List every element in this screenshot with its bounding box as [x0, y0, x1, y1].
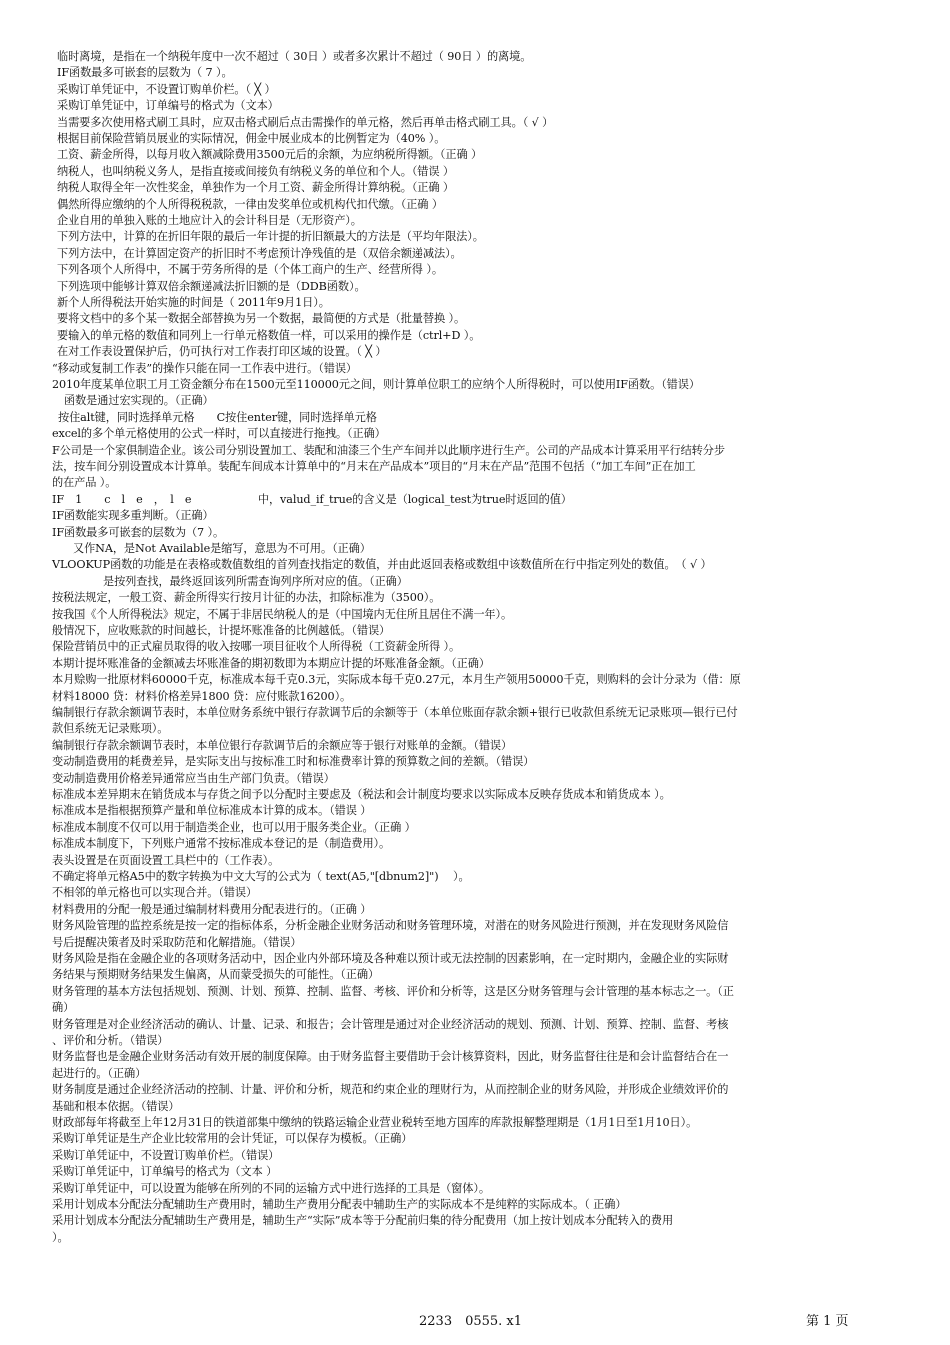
text-line: 企业自用的单独入账的土地应计入的会计科目是（无形资产）。 [57, 214, 362, 227]
text-line: 变动制造费用的耗费差异，是实际支出与按标准工时和标准费率计算的预算数之间的差额。（错误） [52, 755, 535, 769]
text-line: 编制银行存款余额调节表时，本单位银行存款调节后的余额应等于银行对账单的金额。（错误） [52, 738, 513, 752]
text-line: 下列方法中，计算的在折旧年限的最后一年计提的折旧额最大的方法是（平均年限法）。 [57, 230, 484, 244]
text-line: 不相邻的单元格也可以实现合并。（错误） [52, 886, 258, 900]
text-line: IF函数最多可嵌套的层数为（ 7 ）。 [57, 66, 233, 80]
text-line: IF 1 c l e ， l e 中，valud_if_true的含义是（logical_test为true时返回的值） [52, 492, 572, 506]
text-line: 财务风险是指在金融企业的各项财务活动中，因企业内外部环境及各种难以预计或无法控制的因素影响，在一定时期内，金融企业的实际财 [52, 952, 729, 965]
text-line: 标准成本制度下，下列账户通常不按标准成本登记的是（制造费用）。 [52, 837, 391, 851]
text-line: 法，按车间分别设置成本计算单。装配车间成本计算单中的“月末在产品成本”项目的“月末在产品”范围不包括（“加工车间”正在加工 [52, 460, 696, 473]
text-line: 、评价和分析。（错误） [52, 1034, 169, 1047]
text-line: 采购订单凭证中，订单编号的格式为（文本 ） [52, 1165, 278, 1179]
text-line: 表头设置是在页面设置工具栏中的（工作表）。 [52, 853, 280, 867]
text-line: 保险营销员中的正式雇员取得的收入按哪一项目征收个人所得税（工资薪金所得 ）。 [52, 640, 461, 654]
text-line: 材料费用的分配一般是通过编制材料费用分配表进行的。（正确 ） [52, 902, 372, 916]
text-line: 偶然所得应缴纳的个人所得税税款，一律由发奖单位或机构代扣代缴。（正确 ） [57, 197, 443, 211]
text-line: 在对工作表设置保护后，仍可执行对工作表打印区域的设置。（ ╳ ） [57, 345, 387, 359]
text-line: 采购订单凭证中，订单编号的格式为（文本） [57, 99, 279, 113]
text-line: 材料18000 贷：材料价格差异1800 贷：应付账款16200）。 [52, 689, 352, 703]
text-line: 按我国《个人所得税法》规定，不属于非居民纳税人的是（中国境内无住所且居住不满一年）。 [52, 607, 513, 621]
text-line: 下列选项中能够计算双倍余额递减法折旧额的是（DDB函数）。 [57, 279, 366, 293]
text-line: 财务监督也是金融企业财务活动有效开展的制度保障。由于财务监督主要借助于会计核算资料，因此，财务监督往往是和会计监督结合在一 [52, 1050, 729, 1064]
text-line: 下列各项个人所得中，不属于劳务所得的是（个体工商户的生产、经营所得 ）。 [57, 263, 443, 277]
text-line: 不确定将单元格A5中的数字转换为中文大写的公式为（ text(A5,"[dbnum2]") ）。 [52, 870, 470, 883]
text-line: 纳税人取得全年一次性奖金，单独作为一个月工资、薪金所得计算纳税。（正确 ） [57, 181, 455, 195]
text-line: 确） [52, 1001, 75, 1015]
text-line: 当需要多次使用格式刷工具时，应双击格式刷后点击需操作的单元格，然后再单击格式刷工具。（ √ ） [57, 115, 554, 129]
text-line: 临时离境，是指在一个纳税年度中一次不超过（ 30日 ）或者多次累计不超过（ 90日 ）的离境。 [57, 50, 532, 63]
footer-code: 2233 0555. x1 [419, 1314, 523, 1329]
text-line: 按税法规定，一般工资、薪金所得实行按月计征的办法，扣除标准为（3500）。 [52, 591, 441, 605]
text-line: ）。 [52, 1230, 69, 1244]
text-line: “移动或复制工作表”的操作只能在同一工作表中进行。（错误） [52, 361, 358, 375]
text-line: 财政部每年将截至上年12月31日的铁道部集中缴纳的铁路运输企业营业税转至地方国库的库款报解整理期是（1月1日至1月10日）。 [52, 1116, 698, 1129]
text-line: 函数是通过宏实现的。（正确） [64, 394, 214, 408]
text-line: 根据目前保险营销员展业的实际情况，佣金中展业成本的比例暂定为（40% ）。 [57, 132, 446, 145]
text-line: 编制银行存款余额调节表时，本单位财务系统中银行存款调节后的余额等于（本单位账面存款余额+银行已收款但系统无记录账项—银行已付 [52, 706, 738, 719]
text-line: 财务制度是通过企业经济活动的控制、计量、评价和分析，规范和约束企业的理财行为，从而控制企业的财务风险，并形成企业绩效评价的 [52, 1083, 729, 1097]
text-line: 基础和根本依据。（错误） [52, 1099, 180, 1113]
text-line: 财务风险管理的监控系统是按一定的指标体系，分析金融企业财务活动和财务管理环境，对潜在的财务风险进行预测，并在发现财务风险信 [52, 919, 729, 933]
text-line: 财务管理的基本方法包括规划、预测、计划、预算、控制、监督、考核、评价和分析等，这是区分财务管理与会计管理的基本标志之一。（正 [52, 984, 734, 998]
text-line: 本月赊购一批原材料60000千克，标准成本每千克0.3元，实际成本每千克0.27元，本月生产领用50000千克，则购料的会计分录为（借：原 [52, 673, 741, 687]
text-line: 纳税人，也叫纳税义务人，是指直接或间接负有纳税义务的单位和个人。（错误 ） [57, 164, 455, 178]
text-line: 采用计划成本分配法分配辅助生产费用时，辅助生产费用分配表中辅助生产的实际成本不是纯粹的实际成本。（ 正确） [52, 1198, 627, 1211]
text-line: 般情况下，应收账款的时间越长，计提坏账准备的比例越低。（错误） [52, 624, 391, 637]
text-line: 又作NA，是Not Available是缩写，意思为不可用。（正确） [73, 542, 371, 555]
text-line: VLOOKUP函数的功能是在表格或数值数组的首列查找指定的数值，并由此返回表格或数组中该数值所在行中指定列处的数值。 （ √ ） [52, 558, 712, 572]
text-line: 务结果与预期财务结果发生偏离，从而蒙受损失的可能性。（正确） [52, 968, 380, 982]
text-line: 按住alt键，同时选择单元格 C按住enter键，同时选择单元格 [58, 410, 377, 424]
text-line: 采购订单凭证中，可以设置为能够在所列的不同的运输方式中进行选择的工具是（窗体）。 [52, 1181, 490, 1195]
text-line: 财务管理是对企业经济活动的确认、计量、记录、和报告；会计管理是通过对企业经济活动的规划、预测、计划、预算、控制、监督、考核 [52, 1017, 729, 1031]
text-line: 标准成本差异期末在销货成本与存货之间予以分配时主要虑及（税法和会计制度均要求以实际成本反映存货成本和销货成本 ）。 [52, 788, 671, 801]
text-line: IF函数最多可嵌套的层数为（7 ）。 [52, 525, 225, 539]
text-line: 采用计划成本分配法分配辅助生产费用是，辅助生产“实际”成本等于分配前归集的待分配费用（加上按计划成本分配转入的费用 [52, 1214, 674, 1228]
text-line: 要将文档中的多个某一数据全部替换为另一个数据，最简便的方式是（批量替换 ）。 [57, 312, 466, 326]
text-line: excel的多个单元格使用的公式一样时，可以直接进行拖拽。（正确） [52, 427, 386, 441]
text-line: 下列方法中，在计算固定资产的折旧时不考虑预计净残值的是（双倍余额递减法）。 [57, 246, 462, 260]
text-line: 号后提醒决策者及时采取防范和化解措施。（错误） [52, 935, 302, 949]
text-line: 标准成本制度不仅可以用于制造类企业，也可以用于服务类企业。（正确 ） [52, 820, 416, 834]
text-line: 是按列查找，最终返回该列所需查询列序所对应的值。（正确） [103, 574, 408, 588]
text-line: 2010年度某单位职工月工资金额分布在1500元至110000元之间，则计算单位职工的应纳个人所得税时，可以使用IF函数。（错误） [52, 378, 700, 391]
text-line: 采购订单凭证中，不设置订购单价栏。（ ╳ ） [57, 82, 276, 96]
text-line: 新个人所得税法开始实施的时间是（ 2011年9月1日）。 [57, 296, 330, 309]
text-line: 款但系统无记录账项）。 [52, 722, 169, 736]
text-line: IF函数能实现多重判断。（正确） [52, 509, 214, 523]
text-line: 标准成本是指根据预算产量和单位标准成本计算的成本。（错误 ） [52, 804, 372, 818]
text-line: F公司是一个家俱制造企业。该公司分别设置加工、装配和油漆三个生产车间并以此顺序进行生产。公司的产品成本计算采用平行结转分步 [52, 443, 725, 457]
text-line: 工资、薪金所得，以每月收入额减除费用3500元后的余额，为应纳税所得额。（正确 ） [57, 148, 483, 162]
text-line: 的在产品 ）。 [52, 476, 117, 490]
text-line: 采购订单凭证中，不设置订购单价栏。（错误） [52, 1148, 280, 1162]
text-line: 本期计提坏账准备的金额减去坏账准备的期初数即为本期应计提的坏账准备金额。（正确） [52, 656, 490, 670]
page-number: 第 1 页 [806, 1314, 849, 1329]
text-line: 起进行的。（正确） [52, 1066, 147, 1080]
text-line: 变动制造费用价格差异通常应当由生产部门负责。（错误） [52, 771, 335, 785]
text-line: 要输入的单元格的数值和同列上一行单元格数值一样，可以采用的操作是（ctrl+D ）。 [57, 328, 481, 342]
text-line: 采购订单凭证是生产企业比较常用的会计凭证，可以保存为模板。（正确） [52, 1132, 413, 1146]
